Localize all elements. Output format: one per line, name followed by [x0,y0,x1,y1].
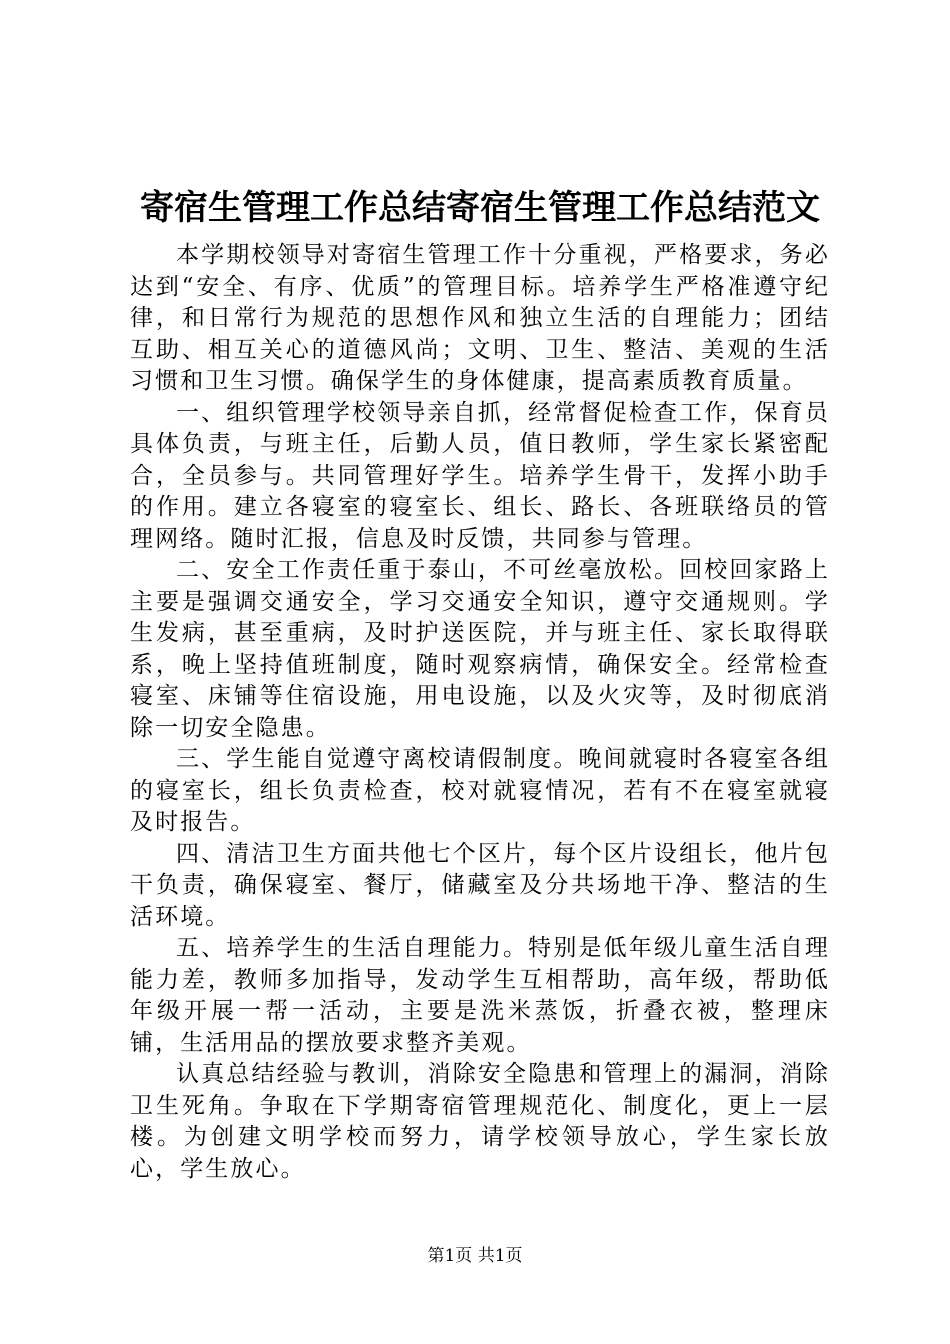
paragraph-organization: 一、组织管理学校领导亲自抓，经常督促检查工作，保育员具体负责，与班主任，后勤人员，值日教师，学生家长紧密配合，全员参与。共同管理好学生。培养学生骨干，发挥小助手的作用。建立各寝室的寝室长、组长、路长、各班联络员的管理网络。随时汇报，信息及时反馈，共同参与管理。 [130,399,830,552]
document-title: 寄宿生管理工作总结寄宿生管理工作总结范文 [140,188,820,228]
paragraph-conclusion: 认真总结经验与教训，消除安全隐患和管理上的漏洞，消除卫生死角。争取在下学期寄宿管理规范化、制度化，更上一层楼。为创建文明学校而努力，请学校领导放心，学生家长放心，学生放心。 [130,1061,830,1182]
paragraph-self-care: 五、培养学生的生活自理能力。特别是低年级儿童生活自理能力差，教师多加指导，发动学生互相帮助，高年级，帮助低年级开展一帮一活动，主要是洗米蒸饭，折叠衣被，整理床铺，生活用品的摆放要求整齐美观。 [130,935,830,1056]
page-number-footer: 第1页 共1页 [427,1246,523,1266]
paragraph-safety: 二、安全工作责任重于泰山，不可丝毫放松。回校回家路上主要是强调交通安全，学习交通安全知识，遵守交通规则。学生发病，甚至重病，及时护送医院，并与班主任、家长取得联系，晚上坚持值班制度，随时观察病情，确保安全。经常检查寝室、床铺等住宿设施，用电设施，以及火灾等，及时彻底消除一切安全隐患。 [130,557,830,741]
document-body [130,240,830,1185]
paragraph-leave-policy: 三、学生能自觉遵守离校请假制度。晚间就寝时各寝室各组的寝室长，组长负责检查，校对就寝情况，若有不在寝室就寝及时报告。 [130,746,830,835]
paragraph-intro: 本学期校领导对寄宿生管理工作十分重视，严格要求，务必达到“安全、有序、优质”的管理目标。培养学生严格准遵守纪律，和日常行为规范的思想作风和独立生活的自理能力；团结互助、相互关心的道德风尚；文明、卫生、整洁、美观的生活习惯和卫生习惯。确保学生的身体健康，提高素质教育质量。 [130,242,830,394]
paragraph-hygiene: 四、清洁卫生方面共他七个区片，每个区片设组长，他片包干负责，确保寝室、餐厅，储藏室及分共场地干净、整洁的生活环境。 [130,840,830,930]
